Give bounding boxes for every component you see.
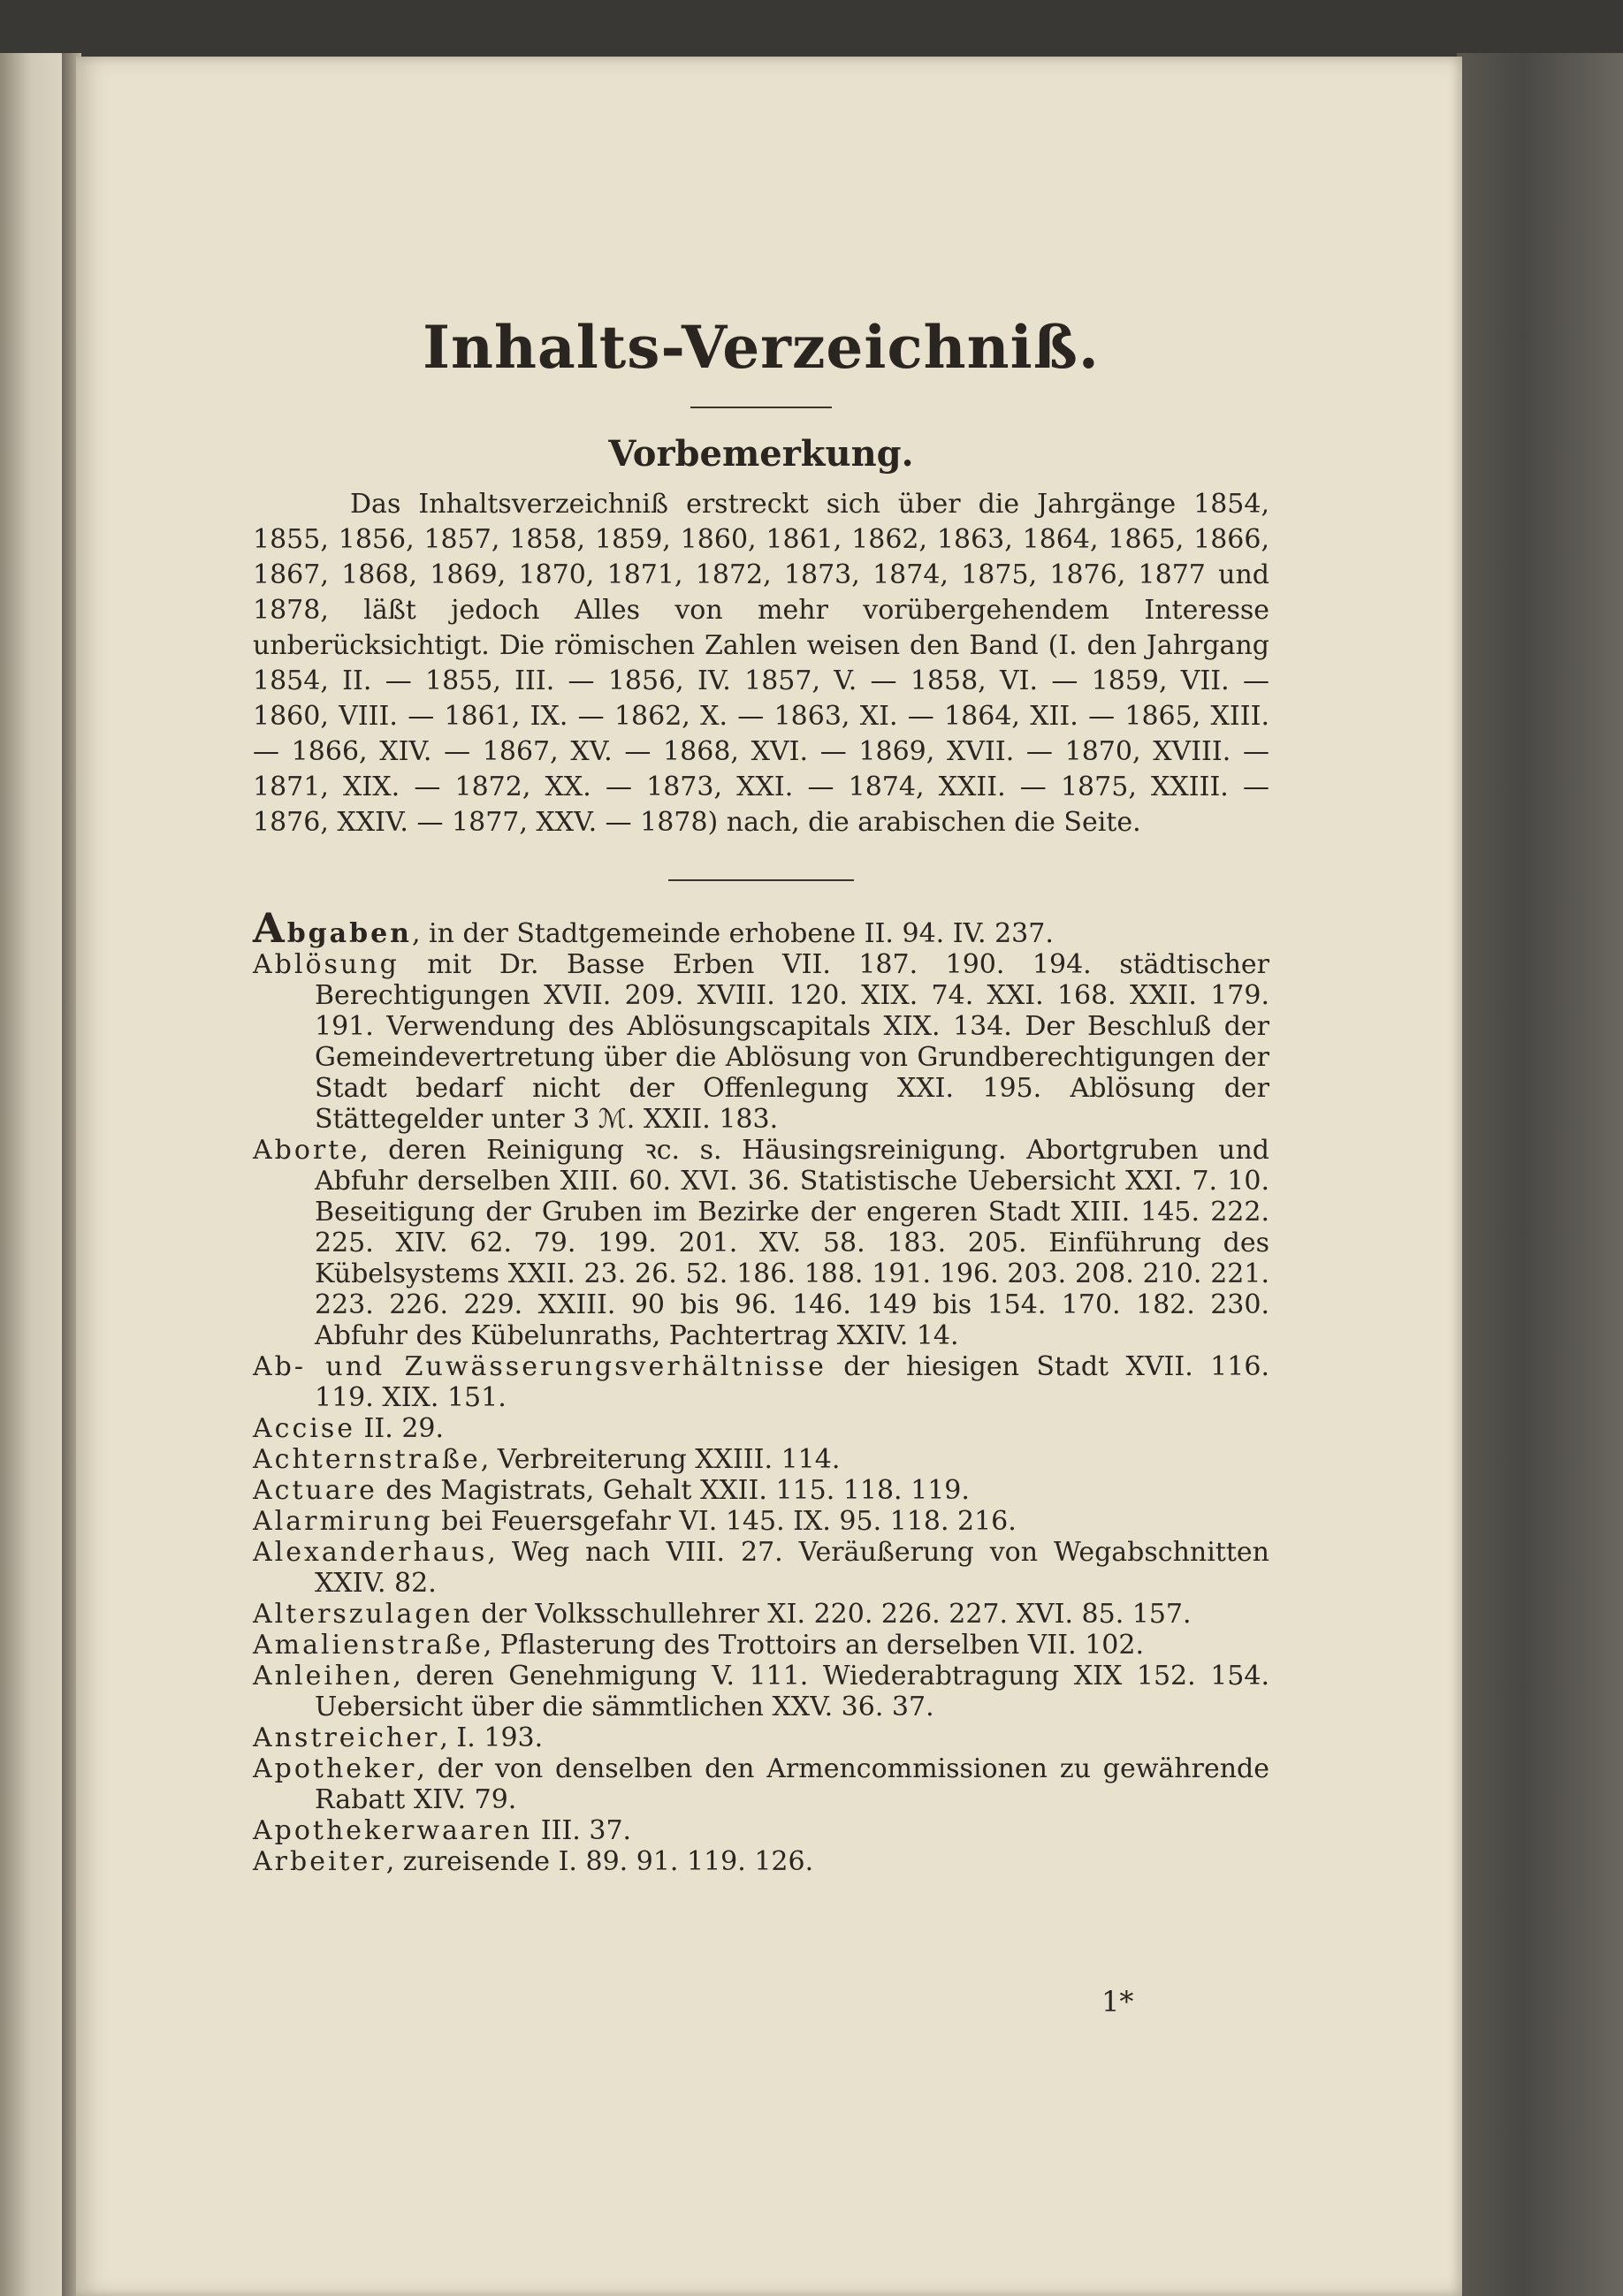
index-keyword: Arbeiter xyxy=(253,1846,386,1877)
index-entry: Amalienstraße, Pflasterung des Trottoirs an derselben VII. 102. xyxy=(253,1630,1144,1661)
index-entry: Actuare des Magistrats, Gehalt XXII. 115. 118. 119. xyxy=(253,1475,970,1506)
page-content xyxy=(253,295,1269,1877)
index-entry: Apothekerwaaren III. 37. xyxy=(253,1815,632,1846)
index-entry: Achternstraße, Verbreiterung XXIII. 114. xyxy=(253,1444,841,1475)
index-keyword: Aborte xyxy=(253,1135,361,1166)
title-rule xyxy=(690,407,832,408)
index-keyword: Achternstraße xyxy=(253,1444,481,1475)
index-entry: Aborte, deren Reinigung ꝛc. s. Häusingsreinigung. Abortgruben und Abfuhr derselben XIII. 60. XVI. 36. Statistische Uebersicht XXI. 7. 10. Beseitigung der Gruben im Bezirke der engeren Stadt XIII. 145. 222. 225. XIV. 62. 79. 199. 201. XV. 58. 183. 205. Einführung des Kübelsystems XXII. 23. 26. 52. 186. 188. 191. 196. 203. 208. 210. 221. 223. 226. 229. XXIII. 90 bis 96. 146. 149 bis 154. 170. 182. 230. Abfuhr des Kübelunraths, Pachtertrag XXIV. 14. xyxy=(253,1135,1269,1351)
section-heading: Vorbemerkung. xyxy=(608,433,914,475)
index-entry: Abgaben, in der Stadtgemeinde erhobene II. 94. IV. 237. xyxy=(253,904,1054,952)
index-keyword: Ab- und Zuwässerungsverhältnisse xyxy=(253,1351,827,1382)
index-keyword: Alexanderhaus xyxy=(253,1537,488,1568)
page-title: Inhalts-Verzeichniß. xyxy=(423,313,1100,382)
index-keyword: Amalienstraße xyxy=(253,1630,484,1661)
index-keyword: Apothekerwaaren xyxy=(253,1815,533,1846)
index-entry: Anleihen, deren Genehmigung V. 111. Wiederabtragung XIX 152. 154. Uebersicht über die sämmtlichen XXV. 36. 37. xyxy=(253,1661,1269,1722)
section-rule xyxy=(668,879,854,881)
index-entries xyxy=(253,904,1269,1877)
index-entry: Accise II. 29. xyxy=(253,1413,445,1444)
index-entry: Alarmirung bei Feuersgefahr VI. 145. IX. 95. 118. 216. xyxy=(253,1506,1017,1537)
intro-paragraph: Das Inhaltsverzeichniß erstreckt sich über die Jahrgänge 1854, 1855, 1856, 1857, 1858, 1859, 1860, 1861, 1862, 1863, 1864, 1865, 1866, 1867, 1868, 1869, 1870, 1871, 1872, 1873, 1874, 1875, 1876, 1877 und 1878, läßt jedoch Alles von mehr vorübergehendem Interesse unberücksichtigt. Die römischen Zahlen weisen den Band (I. den Jahrgang 1854, II. — 1855, III. — 1856, IV. 1857, V. — 1858, VI. — 1859, VII. — 1860, VIII. — 1861, IX. — 1862, X. — 1863, XI. — 1864, XII. — 1865, XIII. — 1866, XIV. — 1867, XV. — 1868, XVI. — 1869, XVII. — 1870, XVIII. — 1871, XIX. — 1872, XX. — 1873, XXI. — 1874, XXII. — 1875, XXIII. — 1876, XXIV. — 1877, XXV. — 1878) nach, die arabischen die Seite. xyxy=(253,489,1269,838)
index-keyword: Ablösung xyxy=(253,949,400,980)
index-keyword: Apotheker xyxy=(253,1753,417,1784)
index-entry: Ablösung mit Dr. Basse Erben VII. 187. 190. 194. städtischer Berechtigungen XVII. 209. XVIII. 120. XIX. 74. XXI. 168. XXII. 179. 191. Verwendung des Ablösungscapitals XIX. 134. Der Beschluß der Gemeindevertretung über die Ablösung von Grundberechtigungen der Stadt bedarf nicht der Offenlegung XXI. 195. Ablösung der Stättegelder unter 3 ℳ. XXII. 183. xyxy=(253,949,1269,1135)
index-entry: Arbeiter, zureisende I. 89. 91. 119. 126. xyxy=(253,1846,814,1877)
index-keyword: Abgaben xyxy=(253,904,412,952)
index-keyword: Accise xyxy=(253,1413,356,1444)
index-entry: Anstreicher, I. 193. xyxy=(253,1722,544,1753)
signature-mark: 1* xyxy=(1101,1985,1134,2019)
index-keyword: Anleihen xyxy=(253,1661,393,1692)
index-entry: Alterszulagen der Volksschullehrer XI. 220. 226. 227. XVI. 85. 157. xyxy=(253,1599,1192,1630)
index-keyword: Alarmirung xyxy=(253,1506,433,1537)
index-keyword: Anstreicher xyxy=(253,1722,440,1753)
index-entry: Ab- und Zuwässerungsverhältnisse der hiesigen Stadt XVII. 116. 119. XIX. 151. xyxy=(253,1351,1269,1413)
index-keyword: Actuare xyxy=(253,1475,377,1506)
index-keyword: Alterszulagen xyxy=(253,1599,473,1630)
index-entry: Alexanderhaus, Weg nach VIII. 27. Veräußerung von Wegabschnitten XXIV. 82. xyxy=(253,1537,1269,1599)
book-page xyxy=(76,57,1462,2296)
book-cover-edge xyxy=(1457,53,1623,2296)
index-entry: Apotheker, der von denselben den Armencommissionen zu gewährende Rabatt XIV. 79. xyxy=(253,1753,1269,1815)
